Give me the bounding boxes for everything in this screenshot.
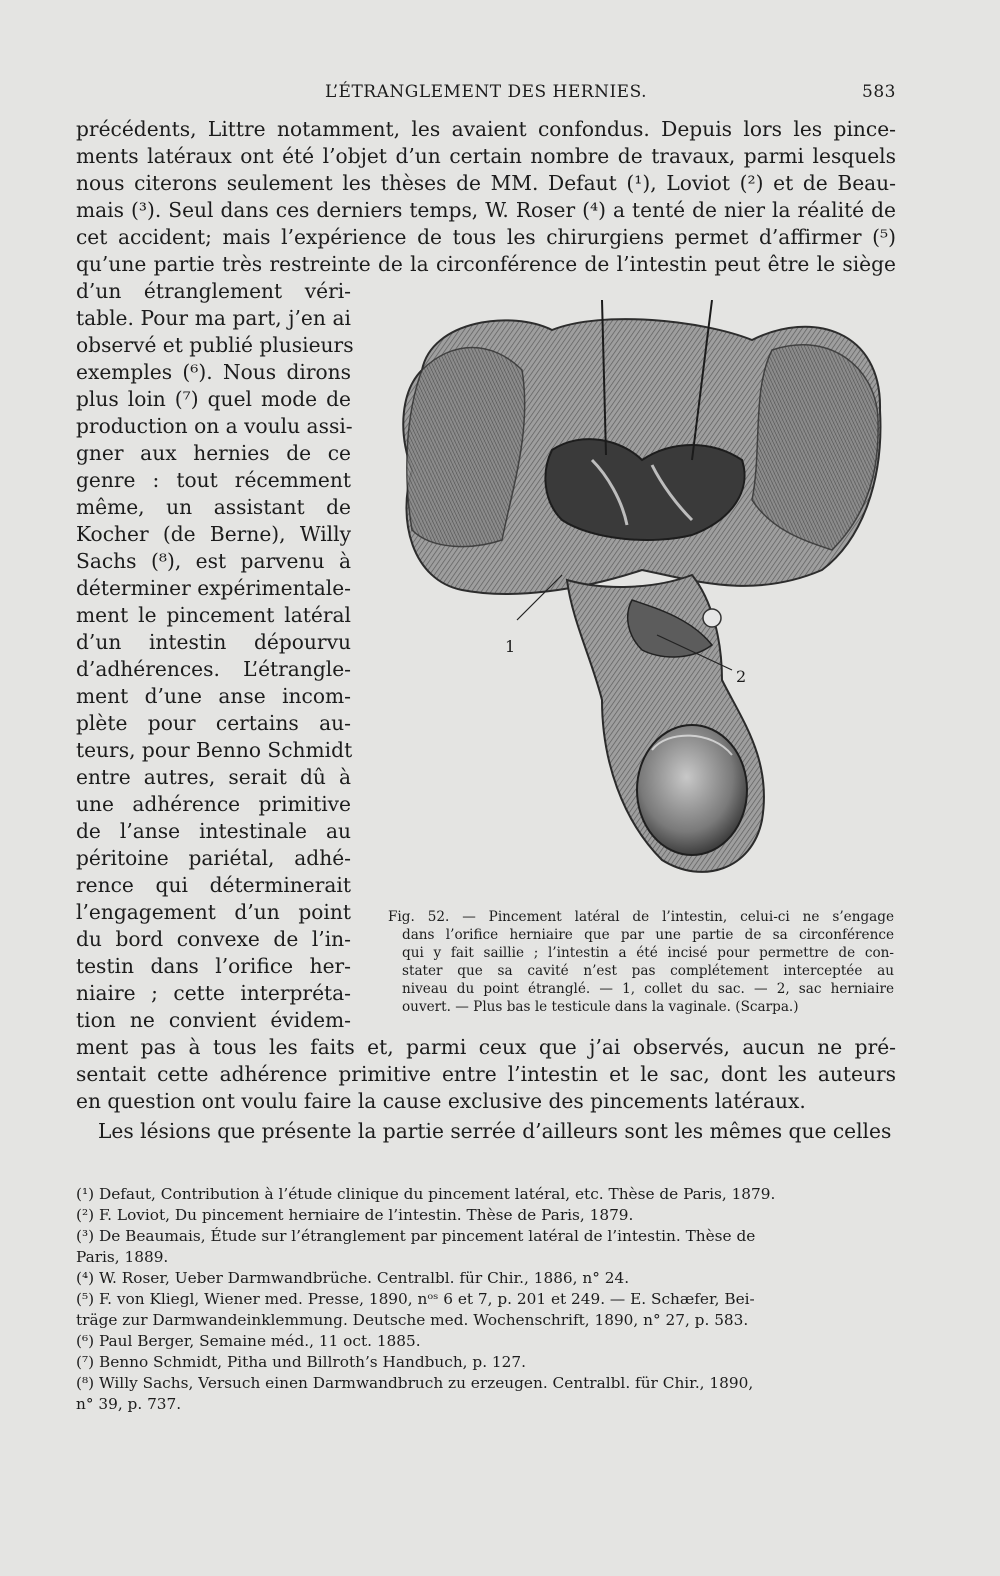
text-line: précédents, Littre notamment, les avaient confondus. Depuis lors les pince- bbox=[76, 117, 896, 141]
footnote-text: Paris, 1889. bbox=[76, 1248, 169, 1266]
text-line: entre autres, serait dû à bbox=[76, 765, 351, 789]
footnote-continuation bbox=[76, 1394, 896, 1415]
figure-label-2: 2 bbox=[736, 667, 747, 686]
figure-caption bbox=[388, 908, 894, 1016]
caption-line: ouvert. — Plus bas le testicule dans la vaginale. (Scarpa.) bbox=[402, 999, 799, 1015]
footnote-text: F. Loviot, Du pincement herniaire de l’intestin. Thèse de Paris, 1879. bbox=[98, 1206, 634, 1224]
footnote-text: F. von Kliegl, Wiener med. Presse, 1890, nᵒˢ 6 et 7, p. 201 et 249. — E. Schæfer, Bei- bbox=[98, 1290, 755, 1308]
text-line: Les lésions que présente la partie serrée d’ailleurs sont les mêmes que celles bbox=[98, 1119, 892, 1143]
text-line: une adhérence primitive bbox=[76, 792, 351, 816]
text-line: péritoine pariétal, adhé- bbox=[76, 846, 351, 870]
figure-label-1: 1 bbox=[505, 637, 516, 656]
footnote bbox=[76, 1268, 896, 1289]
footnote-mark: (⁶) bbox=[76, 1332, 95, 1350]
footnote-mark: (⁷) bbox=[76, 1353, 95, 1371]
text-line: niaire ; cette interpréta- bbox=[76, 981, 351, 1005]
caption-line: Fig. 52. — Pincement latéral de l’intestin, celui-ci ne s’engage bbox=[388, 909, 894, 925]
footnote-mark: (⁸) bbox=[76, 1374, 95, 1392]
hernia-illustration bbox=[392, 300, 892, 900]
text-line: testin dans l’orifice her- bbox=[76, 954, 351, 978]
running-head bbox=[76, 82, 896, 110]
text-line: nous citerons seulement les thèses de MM. Defaut (¹), Loviot (²) et de Beau- bbox=[76, 171, 896, 195]
text-line: mais (³). Seul dans ces derniers temps, W. Roser (⁴) a tenté de nier la réalité de bbox=[76, 198, 896, 222]
caption-line: qui y fait saillie ; l’intestin a été incisé pour permettre de con- bbox=[402, 945, 894, 961]
footnote-text: Paul Berger, Semaine méd., 11 oct. 1885. bbox=[98, 1332, 421, 1350]
text-line: teurs, pour Benno Schmidt bbox=[76, 738, 353, 762]
text-line: Sachs (⁸), est parvenu à bbox=[76, 549, 351, 573]
footnote-mark: (⁵) bbox=[76, 1290, 95, 1308]
footnote-text: W. Roser, Ueber Darmwandbrüche. Centralbl. für Chir., 1886, n° 24. bbox=[98, 1269, 630, 1287]
footnote-mark: (²) bbox=[76, 1206, 95, 1224]
footnote-continuation bbox=[76, 1310, 896, 1331]
text-line: exemples (⁶). Nous dirons bbox=[76, 360, 351, 384]
footnote bbox=[76, 1205, 896, 1226]
text-line: d’un intestin dépourvu bbox=[76, 630, 351, 654]
text-line: de l’anse intestinale au bbox=[76, 819, 351, 843]
figure-engraving bbox=[392, 300, 892, 900]
footnote-text: träge zur Darmwandeinklemmung. Deutsche med. Wochenschrift, 1890, n° 27, p. 583. bbox=[76, 1311, 749, 1329]
text-line: gner aux hernies de ce bbox=[76, 441, 351, 465]
text-line: en question ont voulu faire la cause exclusive des pincements latéraux. bbox=[76, 1089, 806, 1113]
text-line: table. Pour ma part, j’en ai bbox=[76, 306, 351, 330]
footnote bbox=[76, 1331, 896, 1352]
footnote-text: Benno Schmidt, Pitha und Billroth’s Handbuch, p. 127. bbox=[98, 1353, 526, 1371]
text-line: d’adhérences. L’étrangle- bbox=[76, 657, 351, 681]
footnote bbox=[76, 1373, 896, 1394]
text-line: Kocher (de Berne), Willy bbox=[76, 522, 351, 546]
text-line: qu’une partie très restreinte de la circonférence de l’intestin peut être le siège bbox=[76, 252, 896, 276]
text-line: observé et publié plusieurs bbox=[76, 333, 354, 357]
footnote-text: De Beaumais, Étude sur l’étranglement par pincement latéral de l’intestin. Thèse de bbox=[98, 1227, 756, 1245]
footnote bbox=[76, 1289, 896, 1310]
footnote-text: n° 39, p. 737. bbox=[76, 1395, 182, 1413]
text-line: déterminer expérimentale- bbox=[76, 576, 351, 600]
text-line: du bord convexe de l’in- bbox=[76, 927, 351, 951]
text-line: ment d’une anse incom- bbox=[76, 684, 351, 708]
text-line: ment le pincement latéral bbox=[76, 603, 351, 627]
text-line: plus loin (⁷) quel mode de bbox=[76, 387, 351, 411]
text-line: production on a voulu assi- bbox=[76, 414, 353, 438]
caption-line: stater que sa cavité n’est pas complétement interceptée au bbox=[402, 963, 894, 979]
text-line: ment pas à tous les faits et, parmi ceux que j’ai observés, aucun ne pré- bbox=[76, 1035, 896, 1059]
footnotes bbox=[76, 1184, 896, 1415]
text-line: genre : tout récemment bbox=[76, 468, 351, 492]
text-line: ments latéraux ont été l’objet d’un certain nombre de travaux, parmi lesquels bbox=[76, 144, 896, 168]
footnote-mark: (¹) bbox=[76, 1185, 95, 1203]
text-line: plète pour certains au- bbox=[76, 711, 351, 735]
footnote-mark: (⁴) bbox=[76, 1269, 95, 1287]
footnote-continuation bbox=[76, 1247, 896, 1268]
footnote-text: Defaut, Contribution à l’étude clinique du pincement latéral, etc. Thèse de Paris, 1879. bbox=[98, 1185, 776, 1203]
running-title: L’ÉTRANGLEMENT DES HERNIES. bbox=[324, 82, 648, 102]
page-number: 583 bbox=[862, 82, 896, 102]
footnote bbox=[76, 1352, 896, 1373]
caption-line: dans l’orifice herniaire que par une partie de sa circonférence bbox=[402, 927, 894, 943]
footnote bbox=[76, 1226, 896, 1247]
text-line: rence qui déterminerait bbox=[76, 873, 351, 897]
footnote-mark: (³) bbox=[76, 1227, 95, 1245]
text-line: d’un étranglement véri- bbox=[76, 279, 351, 303]
text-line: même, un assistant de bbox=[76, 495, 351, 519]
footnote-text: Willy Sachs, Versuch einen Darmwandbruch zu erzeugen. Centralbl. für Chir., 1890, bbox=[98, 1374, 754, 1392]
text-line: cet accident; mais l’expérience de tous les chirurgiens permet d’affirmer (⁵) bbox=[76, 225, 896, 249]
text-line: sentait cette adhérence primitive entre l’intestin et le sac, dont les auteurs bbox=[76, 1062, 896, 1086]
text-line: tion ne convient évidem- bbox=[76, 1008, 351, 1032]
text-line: l’engagement d’un point bbox=[76, 900, 351, 924]
footnote bbox=[76, 1184, 896, 1205]
caption-line: niveau du point étranglé. — 1, collet du sac. — 2, sac herniaire bbox=[402, 981, 894, 997]
